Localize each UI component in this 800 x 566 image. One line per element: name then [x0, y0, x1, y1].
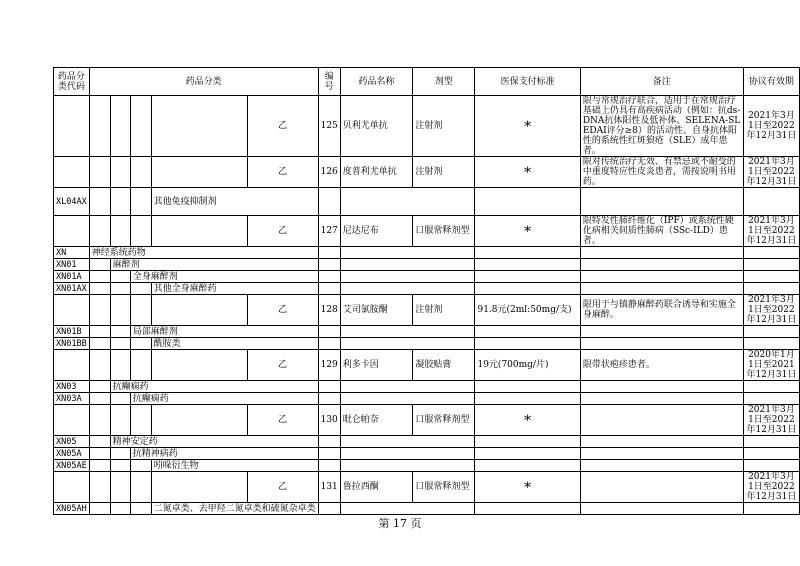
category-spacer-cell — [110, 188, 130, 216]
category-label-text: 抗癫痫药 — [132, 393, 169, 404]
empty-name-cell — [340, 271, 475, 283]
category-label — [151, 188, 318, 216]
validity: 2021年3月1日至2022年12月31日 — [743, 157, 799, 188]
payment-standard-text: 19元(700mg/片) — [477, 360, 549, 370]
category-label-text: 酰胺类 — [153, 338, 181, 349]
drug-grade: 乙 — [247, 472, 318, 503]
empty-standard-cell — [475, 393, 580, 405]
empty-standard-cell — [475, 381, 580, 393]
header-drug-name: 药品名称 — [340, 68, 413, 96]
drug-number: 131 — [318, 472, 340, 503]
empty-validity-cell — [743, 460, 799, 472]
empty-number-cell — [318, 503, 340, 515]
empty-name-cell — [340, 381, 475, 393]
validity: 2021年3月1日至2022年12月31日 — [743, 96, 799, 157]
dosage-form: 口服常释剂型 — [413, 405, 475, 436]
empty-number-cell — [318, 326, 340, 338]
category-row — [54, 460, 800, 472]
category-spacer-cell — [89, 381, 110, 393]
payment-standard — [475, 472, 580, 503]
category-spacer-cell — [89, 326, 110, 338]
category-label-text: 神经系统药物 — [91, 247, 146, 258]
category-spacer-cell — [130, 472, 151, 503]
empty-validity-cell — [743, 271, 799, 283]
category-row — [54, 393, 800, 405]
empty-name-cell — [340, 326, 475, 338]
category-spacer-cell — [110, 350, 130, 381]
category-code: XN01BB — [54, 338, 90, 350]
category-spacer-cell — [89, 157, 110, 188]
category-code: XN05AH — [54, 503, 90, 515]
drug-code-cell — [54, 157, 90, 188]
empty-validity-cell — [743, 247, 799, 259]
empty-validity-cell — [743, 188, 799, 216]
category-label-text: 精神安定药 — [112, 436, 158, 447]
empty-remark-cell — [580, 460, 743, 472]
category-spacer-cell — [130, 503, 151, 515]
category-row — [54, 247, 800, 259]
empty-validity-cell — [743, 381, 799, 393]
category-spacer-cell — [130, 338, 151, 350]
drug-number: 128 — [318, 295, 340, 326]
empty-remark-cell — [580, 436, 743, 448]
drug-code-cell — [54, 96, 90, 157]
empty-name-cell — [340, 283, 475, 295]
category-label — [130, 393, 318, 405]
dosage-form: 注射剂 — [413, 295, 475, 326]
drug-name: 鲁拉西酮 — [340, 472, 413, 503]
category-label — [151, 460, 318, 472]
category-spacer-cell — [110, 405, 130, 436]
empty-remark-cell — [580, 259, 743, 271]
category-spacer-cell — [151, 96, 247, 157]
category-code: XN01AX — [54, 283, 90, 295]
category-spacer-cell — [130, 350, 151, 381]
category-code: XN05A — [54, 448, 90, 460]
category-spacer-cell — [89, 338, 110, 350]
category-label-text: 局部麻醉剂 — [132, 326, 178, 337]
asterisk-mark: * — [524, 480, 532, 496]
category-spacer-cell — [110, 460, 130, 472]
category-row — [54, 271, 800, 283]
header-dosage-form: 剂型 — [413, 68, 475, 96]
category-spacer-cell — [130, 157, 151, 188]
empty-number-cell — [318, 338, 340, 350]
remark: 限特发性肺纤维化（IPF）或系统性硬化病相关间质性肺病（SSc-ILD）患者。 — [580, 216, 743, 247]
category-row — [54, 381, 800, 393]
payment-standard — [475, 157, 580, 188]
category-code: XN — [54, 247, 90, 259]
empty-number-cell — [318, 448, 340, 460]
empty-remark-cell — [580, 503, 743, 515]
empty-remark-cell — [580, 283, 743, 295]
dosage-form: 注射剂 — [413, 157, 475, 188]
category-code: XN05AE — [54, 460, 90, 472]
category-label-text: 全身麻醉剂 — [132, 271, 178, 282]
category-code: XN01A — [54, 271, 90, 283]
header-row — [54, 68, 800, 96]
drug-row — [54, 216, 800, 247]
category-spacer-cell — [151, 405, 247, 436]
validity: 2021年3月1日至2022年12月31日 — [743, 472, 799, 503]
remark — [580, 405, 743, 436]
category-spacer-cell — [89, 393, 110, 405]
category-spacer-cell — [89, 295, 110, 326]
drug-grade: 乙 — [247, 157, 318, 188]
empty-validity-cell — [743, 436, 799, 448]
category-label-text: 二氮卓类、去甲羟二氮卓类和硫氮杂卓类 — [153, 503, 316, 514]
category-spacer-cell — [89, 188, 110, 216]
empty-remark-cell — [580, 271, 743, 283]
category-spacer-cell — [130, 405, 151, 436]
drug-row — [54, 157, 800, 188]
empty-name-cell — [340, 259, 475, 271]
drug-grade: 乙 — [247, 405, 318, 436]
empty-standard-cell — [475, 188, 580, 216]
empty-standard-cell — [475, 503, 580, 515]
header-payment-standard: 医保支付标准 — [475, 68, 580, 96]
category-spacer-cell — [110, 216, 130, 247]
category-spacer-cell — [89, 350, 110, 381]
category-code: XN01 — [54, 259, 90, 271]
category-spacer-cell — [89, 96, 110, 157]
category-label-text: 抗精神病药 — [132, 448, 178, 459]
empty-number-cell — [318, 436, 340, 448]
remark: 限对传统治疗无效、有禁忌或不耐受的中重度特应性皮炎患者，需按说明书用药。 — [580, 157, 743, 188]
drug-code-cell — [54, 216, 90, 247]
empty-standard-cell — [475, 326, 580, 338]
drug-name: 度普利尤单抗 — [340, 157, 413, 188]
drug-row — [54, 405, 800, 436]
empty-number-cell — [318, 393, 340, 405]
category-spacer-cell — [130, 283, 151, 295]
category-spacer-cell — [89, 436, 110, 448]
empty-number-cell — [318, 247, 340, 259]
empty-remark-cell — [580, 448, 743, 460]
category-code: XN01B — [54, 326, 90, 338]
category-code: XN03 — [54, 381, 90, 393]
asterisk-mark: * — [524, 119, 532, 135]
category-spacer-cell — [89, 283, 110, 295]
drug-grade: 乙 — [247, 295, 318, 326]
remark: 限用于与镇静麻醉药联合诱导和实施全身麻醉。 — [580, 295, 743, 326]
empty-remark-cell — [580, 338, 743, 350]
drug-number: 126 — [318, 157, 340, 188]
drug-code-cell — [54, 350, 90, 381]
drug-name: 艾司氯胺酮 — [340, 295, 413, 326]
dosage-form: 口服常释剂型 — [413, 216, 475, 247]
empty-validity-cell — [743, 448, 799, 460]
empty-standard-cell — [475, 338, 580, 350]
payment-standard — [475, 350, 580, 381]
category-label — [89, 247, 318, 259]
drug-row — [54, 472, 800, 503]
drug-number: 125 — [318, 96, 340, 157]
payment-standard — [475, 96, 580, 157]
remark: 限带状疱疹患者。 — [580, 350, 743, 381]
empty-name-cell — [340, 436, 475, 448]
empty-remark-cell — [580, 381, 743, 393]
drug-name: 尼达尼布 — [340, 216, 413, 247]
remark: 限与常规治疗联合，适用于在常规治疗基础上仍具有高疾病活动（例如：抗ds-DNA抗体阳性及低补体、SELENA-SLEDAI评分≥8）的活动性、自身抗体阳性的系统性红斑狼疮（SLE）成年患者。 — [580, 96, 743, 157]
drug-grade: 乙 — [247, 96, 318, 157]
category-spacer-cell — [130, 216, 151, 247]
category-spacer-cell — [110, 283, 130, 295]
drug-code-cell — [54, 472, 90, 503]
drug-name: 吡仑帕奈 — [340, 405, 413, 436]
empty-number-cell — [318, 381, 340, 393]
category-label — [110, 436, 318, 448]
page-number: 第 17 页 — [378, 517, 422, 530]
category-row — [54, 188, 800, 216]
empty-remark-cell — [580, 326, 743, 338]
empty-validity-cell — [743, 259, 799, 271]
category-row — [54, 436, 800, 448]
empty-validity-cell — [743, 393, 799, 405]
dosage-form: 注射剂 — [413, 96, 475, 157]
empty-number-cell — [318, 188, 340, 216]
drug-list-table — [53, 67, 800, 515]
category-label-text: 其他全身麻醉药 — [153, 283, 217, 294]
empty-number-cell — [318, 259, 340, 271]
empty-number-cell — [318, 283, 340, 295]
header-validity: 协议有效期 — [743, 68, 799, 96]
category-spacer-cell — [89, 472, 110, 503]
category-spacer-cell — [110, 157, 130, 188]
empty-number-cell — [318, 460, 340, 472]
category-label — [130, 326, 318, 338]
remark — [580, 472, 743, 503]
validity: 2020年1月1日至2021年12月31日 — [743, 350, 799, 381]
category-row — [54, 326, 800, 338]
payment-standard — [475, 216, 580, 247]
empty-standard-cell — [475, 460, 580, 472]
dosage-form: 口服常释剂型 — [413, 472, 475, 503]
drug-name: 贝利尤单抗 — [340, 96, 413, 157]
category-code: XN05 — [54, 436, 90, 448]
empty-standard-cell — [475, 283, 580, 295]
empty-remark-cell — [580, 188, 743, 216]
empty-remark-cell — [580, 393, 743, 405]
header-code: 药品分类代码 — [54, 68, 90, 96]
category-spacer-cell — [89, 216, 110, 247]
category-spacer-cell — [110, 271, 130, 283]
category-label — [151, 338, 318, 350]
drug-number: 127 — [318, 216, 340, 247]
category-spacer-cell — [130, 96, 151, 157]
category-spacer-cell — [151, 157, 247, 188]
category-row — [54, 503, 800, 515]
category-label — [110, 381, 318, 393]
payment-standard — [475, 295, 580, 326]
category-label — [130, 271, 318, 283]
category-label — [130, 448, 318, 460]
category-code: XL04AX — [54, 188, 90, 216]
header-category: 药品分类 — [89, 68, 318, 96]
category-spacer-cell — [110, 338, 130, 350]
category-spacer-cell — [110, 393, 130, 405]
empty-remark-cell — [580, 247, 743, 259]
category-spacer-cell — [151, 472, 247, 503]
category-label-text: 吲哚衍生物 — [153, 460, 199, 471]
category-code: XN03A — [54, 393, 90, 405]
empty-name-cell — [340, 247, 475, 259]
category-spacer-cell — [130, 295, 151, 326]
category-spacer-cell — [110, 448, 130, 460]
category-label-text: 抗癫痫药 — [112, 381, 149, 392]
category-row — [54, 338, 800, 350]
dosage-form: 凝胶贴膏 — [413, 350, 475, 381]
validity: 2021年3月1日至2022年12月31日 — [743, 216, 799, 247]
empty-name-cell — [340, 393, 475, 405]
empty-name-cell — [340, 503, 475, 515]
category-spacer-cell — [151, 350, 247, 381]
category-spacer-cell — [110, 326, 130, 338]
empty-name-cell — [340, 448, 475, 460]
drug-row — [54, 96, 800, 157]
category-spacer-cell — [151, 295, 247, 326]
validity: 2021年3月1日至2022年12月31日 — [743, 405, 799, 436]
drug-name: 利多卡因 — [340, 350, 413, 381]
asterisk-mark: * — [524, 224, 532, 240]
category-label-text: 其他免疫抑制剂 — [153, 196, 217, 207]
category-spacer-cell — [110, 472, 130, 503]
category-row — [54, 283, 800, 295]
drug-row — [54, 350, 800, 381]
empty-validity-cell — [743, 283, 799, 295]
payment-standard-text: 91.8元(2ml:50mg/支) — [477, 305, 572, 315]
empty-number-cell — [318, 271, 340, 283]
empty-validity-cell — [743, 326, 799, 338]
empty-name-cell — [340, 188, 475, 216]
category-label-text: 麻醉剂 — [112, 259, 140, 270]
empty-standard-cell — [475, 259, 580, 271]
empty-standard-cell — [475, 436, 580, 448]
category-spacer-cell — [130, 460, 151, 472]
payment-standard — [475, 405, 580, 436]
header-number: 编号 — [318, 68, 340, 96]
drug-number: 129 — [318, 350, 340, 381]
category-spacer-cell — [110, 503, 130, 515]
category-spacer-cell — [151, 216, 247, 247]
category-spacer-cell — [110, 295, 130, 326]
category-spacer-cell — [110, 96, 130, 157]
empty-name-cell — [340, 338, 475, 350]
header-remark: 备注 — [580, 68, 743, 96]
category-label — [110, 259, 318, 271]
empty-standard-cell — [475, 271, 580, 283]
drug-grade: 乙 — [247, 350, 318, 381]
category-spacer-cell — [89, 259, 110, 271]
category-label — [151, 283, 318, 295]
category-spacer-cell — [130, 188, 151, 216]
drug-code-cell — [54, 295, 90, 326]
category-row — [54, 259, 800, 271]
category-spacer-cell — [89, 460, 110, 472]
empty-validity-cell — [743, 338, 799, 350]
empty-standard-cell — [475, 448, 580, 460]
asterisk-mark: * — [524, 413, 532, 429]
empty-name-cell — [340, 460, 475, 472]
empty-standard-cell — [475, 247, 580, 259]
category-spacer-cell — [89, 448, 110, 460]
category-spacer-cell — [89, 405, 110, 436]
category-row — [54, 448, 800, 460]
empty-validity-cell — [743, 503, 799, 515]
drug-code-cell — [54, 405, 90, 436]
drug-grade: 乙 — [247, 216, 318, 247]
drug-number: 130 — [318, 405, 340, 436]
validity: 2021年3月1日至2022年12月31日 — [743, 295, 799, 326]
category-spacer-cell — [89, 271, 110, 283]
category-spacer-cell — [89, 503, 110, 515]
asterisk-mark: * — [524, 165, 532, 181]
drug-row — [54, 295, 800, 326]
category-label — [151, 503, 318, 515]
